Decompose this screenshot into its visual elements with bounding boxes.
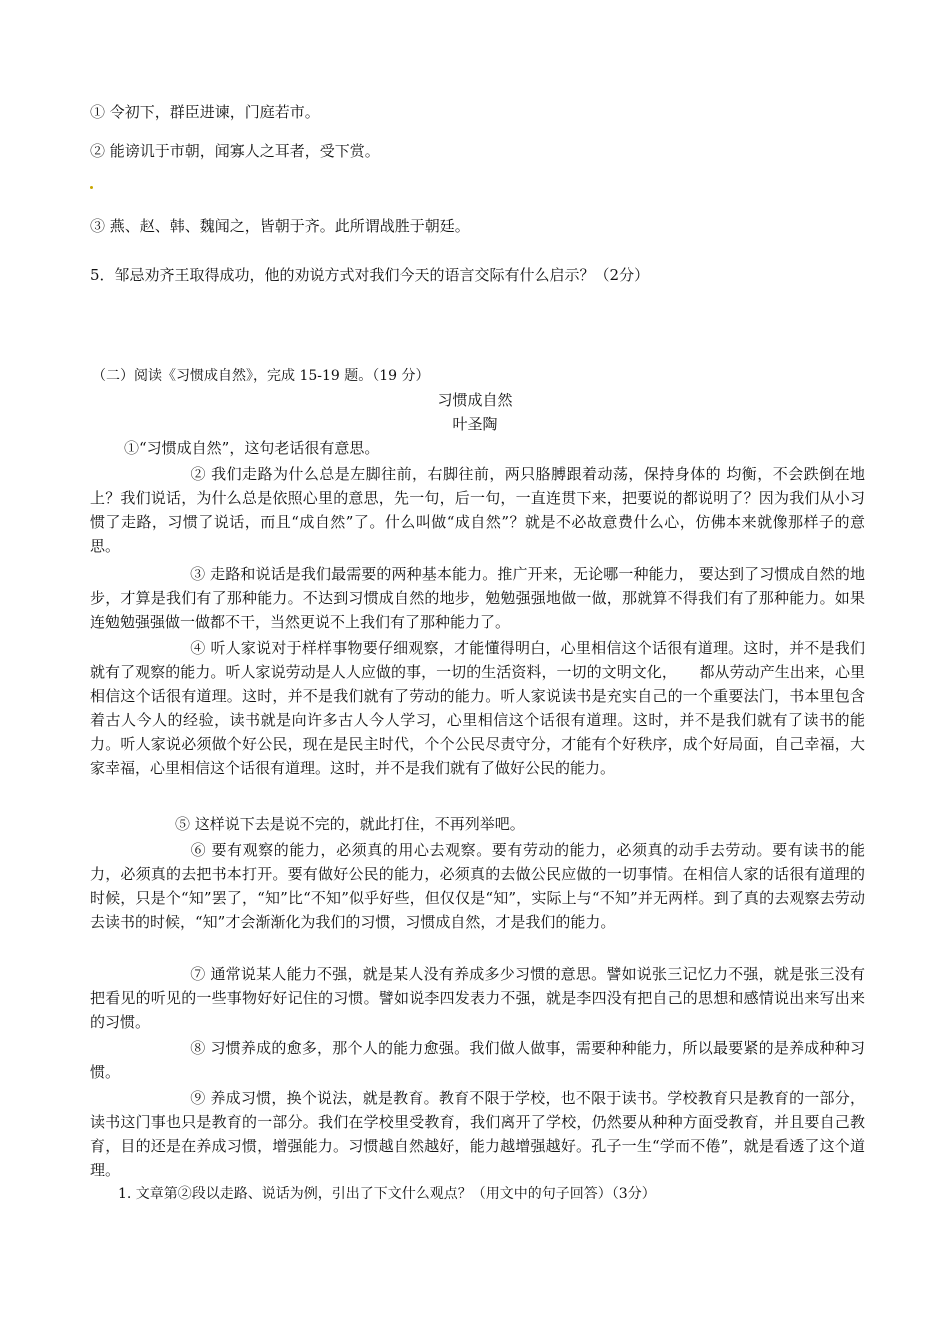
article-author: 叶圣陶 [452,415,498,433]
section-intro: （二）阅读《习惯成自然》，完成 15-19 题。（19 分） [92,368,430,384]
paragraph-3 [90,562,865,634]
paragraph-6 [90,838,865,934]
paragraph-2 [90,462,865,558]
paragraph-5: ⑤ 这样说下去是说不完的，就此打住，不再列举吧。 [175,815,525,833]
paragraph-7 [90,962,865,1034]
paragraph-7-text: ⑦ 通常说某人能力不强，就是某人没有养成多少习惯的意思。譬如说张三记忆力不强，就是张三没有把看见的听见的一些事物好好记住的习惯。譬如说李四发表力不强，就是李四没有把自己的思想和感情说出来写出来的习惯。 [90,965,865,1031]
article-title: 习惯成自然 [437,391,513,409]
question-5: 5．邹忌劝齐王取得成功，他的劝说方式对我们今天的语言交际有什么启示？（2分） [90,266,650,284]
paragraph-8 [90,1036,865,1084]
paragraph-3-text: ③ 走路和说话是我们最需要的两种基本能力。推广开来，无论哪一种能力， 要达到了习惯成自然的地步，才算是我们有了那种能力。不达到习惯成自然的地步，勉勉强强地做一做，那就算不得我们有了那种能力。如果连勉勉强强做一做都不干，当然更说不上我们有了那种能力了。 [90,565,865,631]
paragraph-4 [90,636,865,780]
paragraph-9 [90,1086,865,1182]
question-item-1: ① 令初下，群臣进谏，门庭若市。 [90,103,320,121]
paragraph-4-text: ④ 听人家说对于样样事物要仔细观察，才能懂得明白，心里相信这个话很有道理。这时，并不是我们就有了观察的能力。听人家说劳动是人人应做的事，一切的生活资料，一切的文明文化， 都从劳动产生出来，心里相信这个话很有道理。这时，并不是我们就有了劳动的能力。听人家说读书是充实自己的一个重要法门，书本里包含着古人今人的经验，读书就是向许多古人今人学习，心里相信这个话很有道理。这时，并不是我们就有了读书的能力。听人家说必须做个好公民，现在是民主时代，个个公民尽责守分，才能有个好秩序，成个好局面，自己幸福，大家幸福，心里相信这个话很有道理。这时，并不是我们就有了做好公民的能力。 [90,639,865,777]
question-item-3: ③ 燕、赵、韩、魏闻之，皆朝于齐。此所谓战胜于朝廷。 [90,217,470,235]
stray-dot-mark [90,186,93,189]
paragraph-2-text: ② 我们走路为什么总是左脚往前，右脚往前，两只胳膊跟着动荡，保持身体的 均衡，不会跌倒在地上？我们说话，为什么总是依照心里的意思，先一句，后一句，一直连贯下来，把要说的都说明了？因为我们从小习惯了走路，习惯了说话，而且“成自然”了。什么叫做“成自然”？就是不必故意费什么心，仿佛本来就像那样子的意思。 [90,465,865,555]
paragraph-9-text: ⑨ 养成习惯，换个说法，就是教育。教育不限于学校，也不限于读书。学校教育只是教育的一部分，读书这门事也只是教育的一部分。我们在学校里受教育，我们离开了学校，仍然要从种种方面受教育，并且要自己教育，目的还是在养成习惯，增强能力。习惯越自然越好，能力越增强越好。孔子一生“学而不倦”，就是看透了这个道理。 [90,1089,865,1179]
paragraph-6-text: ⑥ 要有观察的能力，必须真的用心去观察。要有劳动的能力，必须真的动手去劳动。要有读书的能力，必须真的去把书本打开。要有做好公民的能力，必须真的去做公民应做的一切事情。在相信人家的话很有道理的时候，只是个“知”罢了，“知”比“不知”似乎好些，但仅仅是“知”，实际上与“不知”并无两样。到了真的去观察去劳动去读书的时候，“知”才会渐渐化为我们的习惯，习惯成自然，才是我们的能力。 [90,841,865,931]
question-1: 1. 文章第②段以走路、说话为例，引出了下文什么观点？（用文中的句子回答）（3分） [118,1186,656,1202]
paragraph-8-text: ⑧ 习惯养成的愈多，那个人的能力愈强。我们做人做事，需要种种能力，所以最要紧的是养成种种习惯。 [90,1039,865,1081]
question-item-2: ② 能谤讥于市朝，闻寡人之耳者，受下赏。 [90,142,380,160]
paragraph-1: ①“习惯成自然”，这句老话很有意思。 [124,439,380,457]
